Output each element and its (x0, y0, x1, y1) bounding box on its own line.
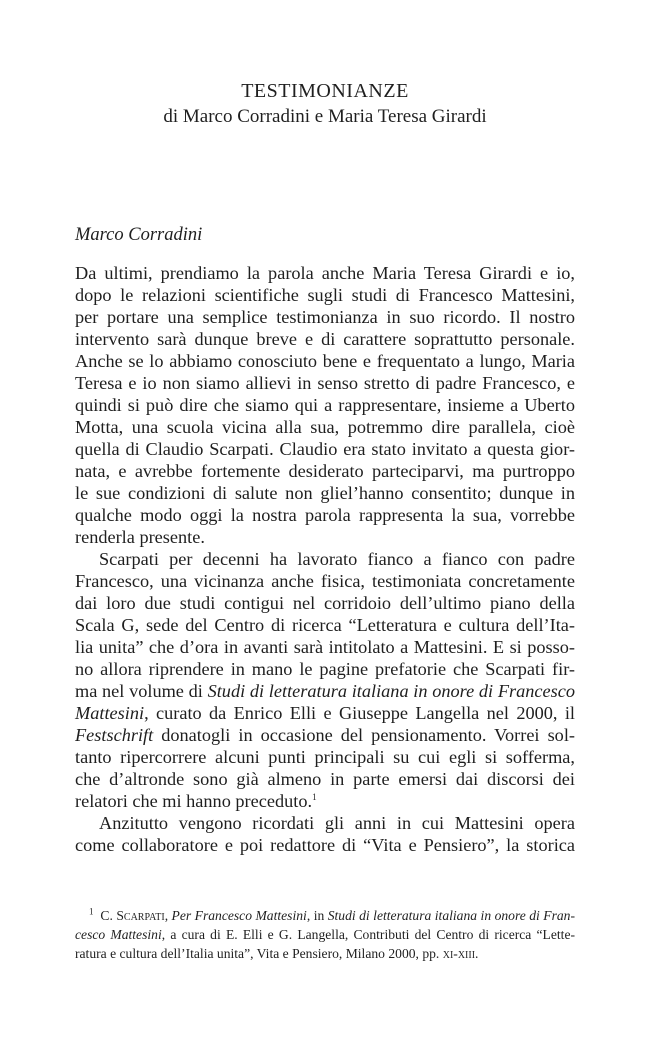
festschrift-italic: Festschrift (75, 725, 154, 745)
text-run: ma nel volume di (75, 681, 208, 701)
text-line: Motta, una scuola vicina alla sua, potremmo dire parallela, cioè (75, 417, 575, 437)
text-run: , curato da Enrico Elli e Giuseppe Langella nel 2000, il (144, 703, 575, 723)
text-run: ratura e cultura dell’Italia unita”, Vita e Pensiero, Milano 2000, pp. (75, 946, 443, 961)
book-title-italic: Mattesini (75, 703, 145, 723)
text-line: come collaboratore e poi redattore di “Vita e Pensiero”, la storica (75, 835, 575, 855)
paragraph-2 (75, 548, 575, 812)
text-run: donatogli in occasione del pensionamento. Vorrei sol- (153, 725, 575, 745)
text-run: C. (100, 908, 117, 923)
text-line: renderla presente. (75, 527, 205, 547)
text-line: per portare una semplice testimonianza in suo ricordo. Il nostro (75, 307, 575, 327)
text-run: , (164, 908, 172, 923)
footnote-line (75, 906, 575, 925)
text-line: Scala G, sede del Centro di ricerca “Letteratura e cultura dell’Ita- (75, 615, 575, 635)
book-title-italic: Studi di letteratura italiana in onore di Francesco (207, 681, 575, 701)
text-line: Da ultimi, prendiamo la parola anche Maria Teresa Girardi e io, (75, 263, 575, 283)
text-line: quindi si può dire che siamo qui a rappresentare, insieme a Uberto (75, 395, 575, 415)
text-line: dai loro due studi contigui nel corridoio dell’ultimo piano della (75, 593, 575, 613)
text-line: qualche modo oggi la nostra parola rappresenta la sua, vorrebbe (75, 505, 575, 525)
footnote (75, 906, 575, 963)
text-line: Francesco, una vicinanza anche fisica, testimoniata concretamente (75, 571, 575, 591)
text-line: quella di Claudio Scarpati. Claudio era stato invitato a questa gior- (75, 439, 575, 459)
text-line: intervento sarà dunque breve e di carattere soprattutto personale. (75, 329, 575, 349)
paragraph-1 (75, 262, 575, 548)
text-line: Teresa e io non siamo allievi in senso stretto di padre Francesco, e (75, 373, 575, 393)
text-line (75, 702, 575, 724)
text-line (75, 680, 575, 702)
text-line: tanto ripercorrere alcuni punti principali su cui egli si sofferma, (75, 747, 575, 767)
citation-book-title: Studi di letteratura italiana in onore di Fran- (327, 908, 575, 923)
text-run: relatori che mi hanno preceduto. (75, 791, 313, 811)
text-line (75, 724, 575, 746)
author-name: Marco Corradini (75, 225, 203, 245)
text-line: Anzitutto vengono ricordati gli anni in cui Mattesini opera (99, 813, 575, 833)
body-text (75, 262, 575, 856)
footnote-line (75, 944, 575, 963)
text-line: dopo le relazioni scientifiche sugli studi di Francesco Mattesini, (75, 285, 575, 305)
citation-book-title: cesco Mattesini (75, 927, 162, 942)
text-line: nata, e avrebbe fortemente desiderato parteciparvi, ma purtroppo (75, 461, 575, 481)
citation-title: Per Francesco Mattesini (171, 908, 307, 923)
footnote-reference[interactable]: 1 (312, 791, 317, 802)
text-run: . (475, 946, 479, 961)
footnote-line (75, 925, 575, 944)
text-line: le sue condizioni di salute non gliel’hanno consentito; dunque in (75, 483, 575, 503)
paragraph-3 (75, 812, 575, 856)
text-line: lia unita” che d’ora in avanti sarà intitolato a Mattesini. E si posso- (75, 637, 575, 657)
author-smallcaps: Scarpati (116, 908, 165, 923)
text-line: Anche se lo abbiamo conosciuto bene e frequentato a lungo, Maria (75, 351, 575, 371)
page-range-smallcaps: xi-xiii (442, 946, 476, 961)
text-line (75, 790, 575, 812)
footnote-number: 1 (89, 906, 94, 917)
text-run: , a cura di E. Elli e G. Langella, Contributi del Centro di ricerca “Lette- (161, 927, 576, 942)
section-subtitle: di Marco Corradini e Maria Teresa Girardi (163, 106, 487, 127)
text-line: Scarpati per decenni ha lavorato fianco a fianco con padre (99, 549, 575, 569)
text-line: no allora riprendere in mano le pagine prefatorie che Scarpati fir- (75, 659, 575, 679)
text-line: che d’altronde sono già almeno in parte emersi dai discorsi dei (75, 769, 575, 789)
text-run: , in (306, 908, 328, 923)
section-title: TESTIMONIANZE (241, 80, 409, 102)
